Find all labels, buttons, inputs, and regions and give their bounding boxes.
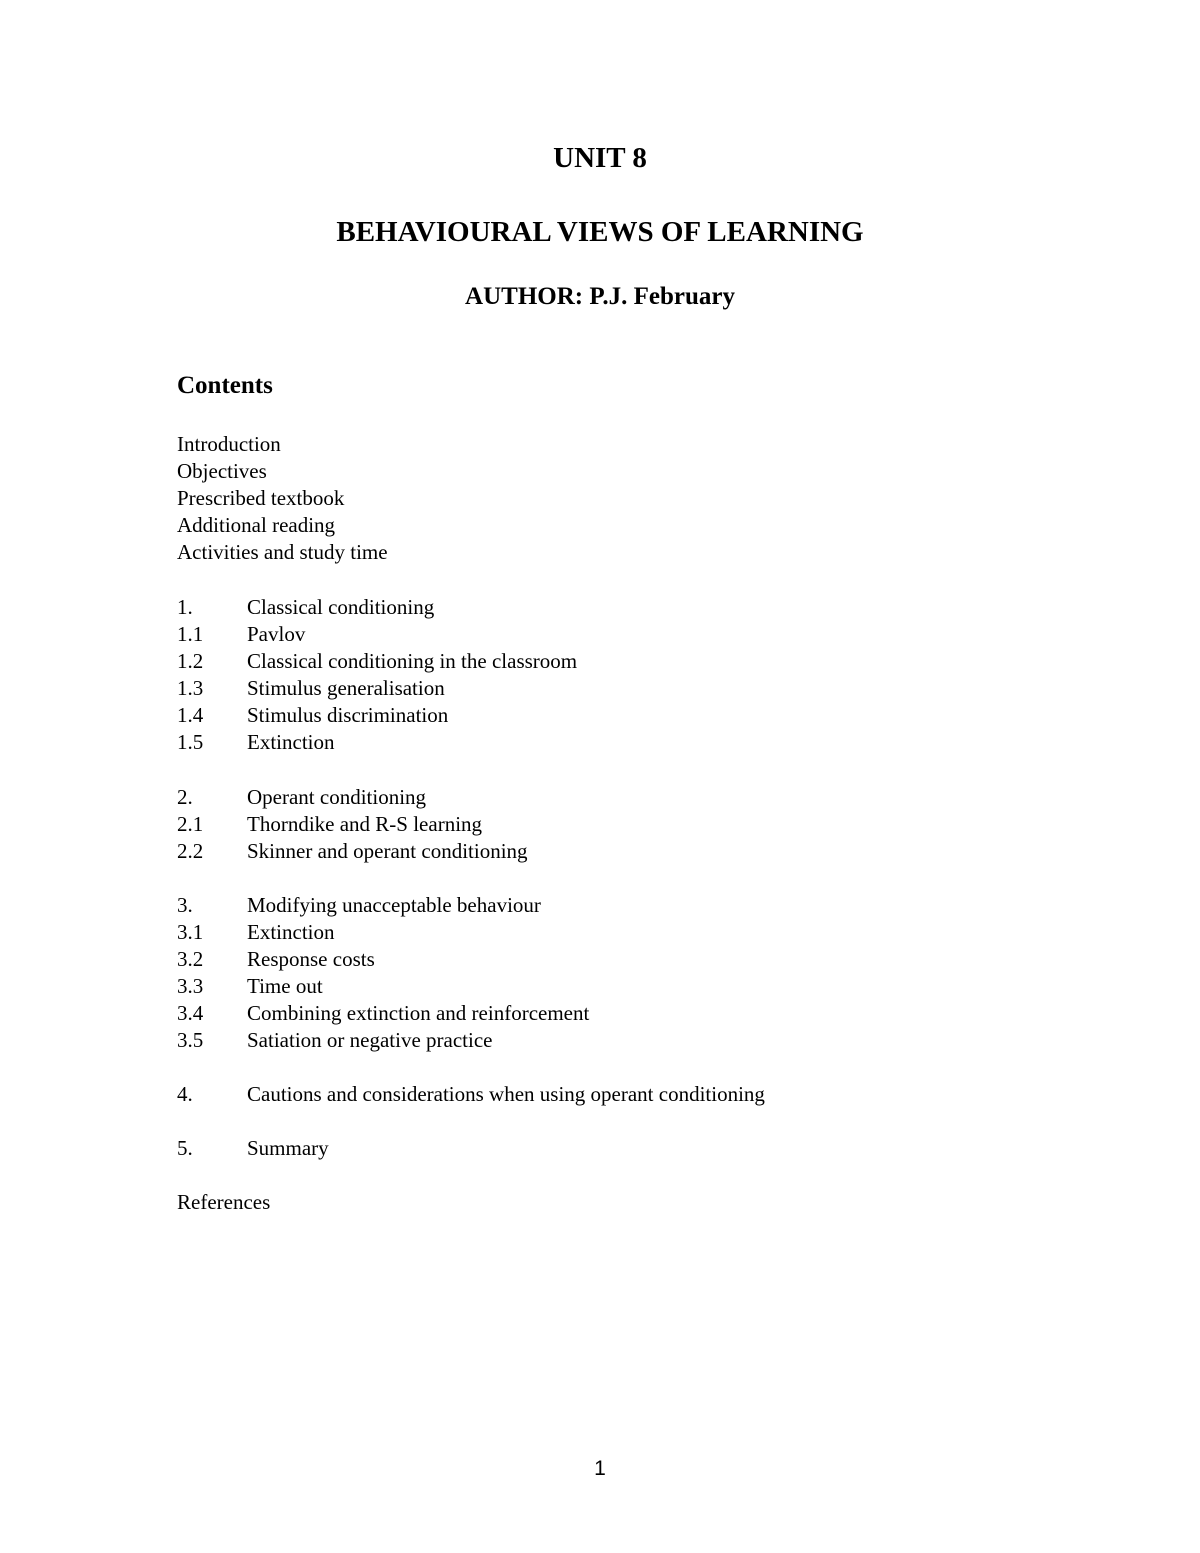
toc-item-introduction: Introduction [177, 432, 281, 456]
toc-entry-number: 1.5 [177, 730, 204, 754]
toc-entry [177, 729, 335, 755]
page-number: 1 [594, 1457, 606, 1480]
toc-entry [177, 648, 577, 674]
toc-item-activities: Activities and study time [177, 540, 388, 564]
toc-entry-label: Extinction [247, 730, 335, 754]
toc-entry-number: 5. [177, 1136, 193, 1160]
toc-entry [177, 675, 445, 701]
toc-entry-label: Pavlov [247, 622, 306, 646]
toc-entry-label: Modifying unacceptable behaviour [247, 893, 541, 917]
toc-entry-label: Extinction [247, 920, 335, 944]
toc-entry-number: 3.2 [177, 947, 204, 971]
unit-title: UNIT 8 [553, 142, 647, 174]
toc-entry-number: 1. [177, 595, 193, 619]
toc-entry [177, 702, 448, 728]
toc-entry [177, 919, 335, 945]
toc-entry-number: 2. [177, 785, 193, 809]
toc-entry [177, 892, 541, 918]
toc-entry [177, 621, 305, 647]
toc-entry [177, 594, 434, 620]
toc-entry [177, 1081, 765, 1107]
toc-entry-number: 1.4 [177, 703, 204, 727]
toc-entry-label: Cautions and considerations when using operant conditioning [247, 1082, 765, 1106]
toc-entry-number: 3.1 [177, 920, 204, 944]
toc-entry-label: Classical conditioning in the classroom [247, 649, 578, 673]
toc-entry-label: Skinner and operant conditioning [247, 839, 528, 863]
document-title: BEHAVIOURAL VIEWS OF LEARNING [336, 216, 864, 248]
toc-entry-label: Stimulus discrimination [247, 703, 449, 727]
toc-entry-number: 1.1 [177, 622, 204, 646]
toc-entry-label: Classical conditioning [247, 595, 435, 619]
toc-entry [177, 811, 482, 837]
toc-entry-number: 3.4 [177, 1001, 204, 1025]
toc-entry [177, 784, 426, 810]
toc-entry-label: Response costs [247, 947, 375, 971]
toc-entry-label: Thorndike and R-S learning [247, 812, 483, 836]
toc-entry-number: 1.3 [177, 676, 204, 700]
toc-entry-label: Satiation or negative practice [247, 1028, 493, 1052]
toc-item-additional-reading: Additional reading [177, 513, 336, 537]
toc-item-prescribed-textbook: Prescribed textbook [177, 486, 345, 510]
contents-heading: Contents [177, 372, 273, 399]
toc-item-objectives: Objectives [177, 459, 267, 483]
toc-entry-number: 2.1 [177, 812, 204, 836]
toc-entry-label: Time out [247, 974, 323, 998]
toc-item-references: References [177, 1190, 271, 1214]
toc-entry-number: 3.5 [177, 1028, 204, 1052]
toc-entry-number: 4. [177, 1082, 193, 1106]
author-line: AUTHOR: P.J. February [465, 283, 735, 310]
toc-entry [177, 1135, 329, 1161]
toc-entry-label: Summary [247, 1136, 329, 1160]
toc-entry [177, 946, 375, 972]
toc-entry-number: 3.3 [177, 974, 204, 998]
toc-entry-number: 3. [177, 893, 193, 917]
toc-entry-label: Operant conditioning [247, 785, 427, 809]
toc-entry [177, 1000, 589, 1026]
toc-entry-number: 2.2 [177, 839, 204, 863]
toc-entry [177, 1027, 492, 1053]
toc-entry-label: Combining extinction and reinforcement [247, 1001, 590, 1025]
toc-entry [177, 973, 323, 999]
toc-entry [177, 838, 528, 864]
toc-entry-number: 1.2 [177, 649, 204, 673]
toc-entry-label: Stimulus generalisation [247, 676, 445, 700]
